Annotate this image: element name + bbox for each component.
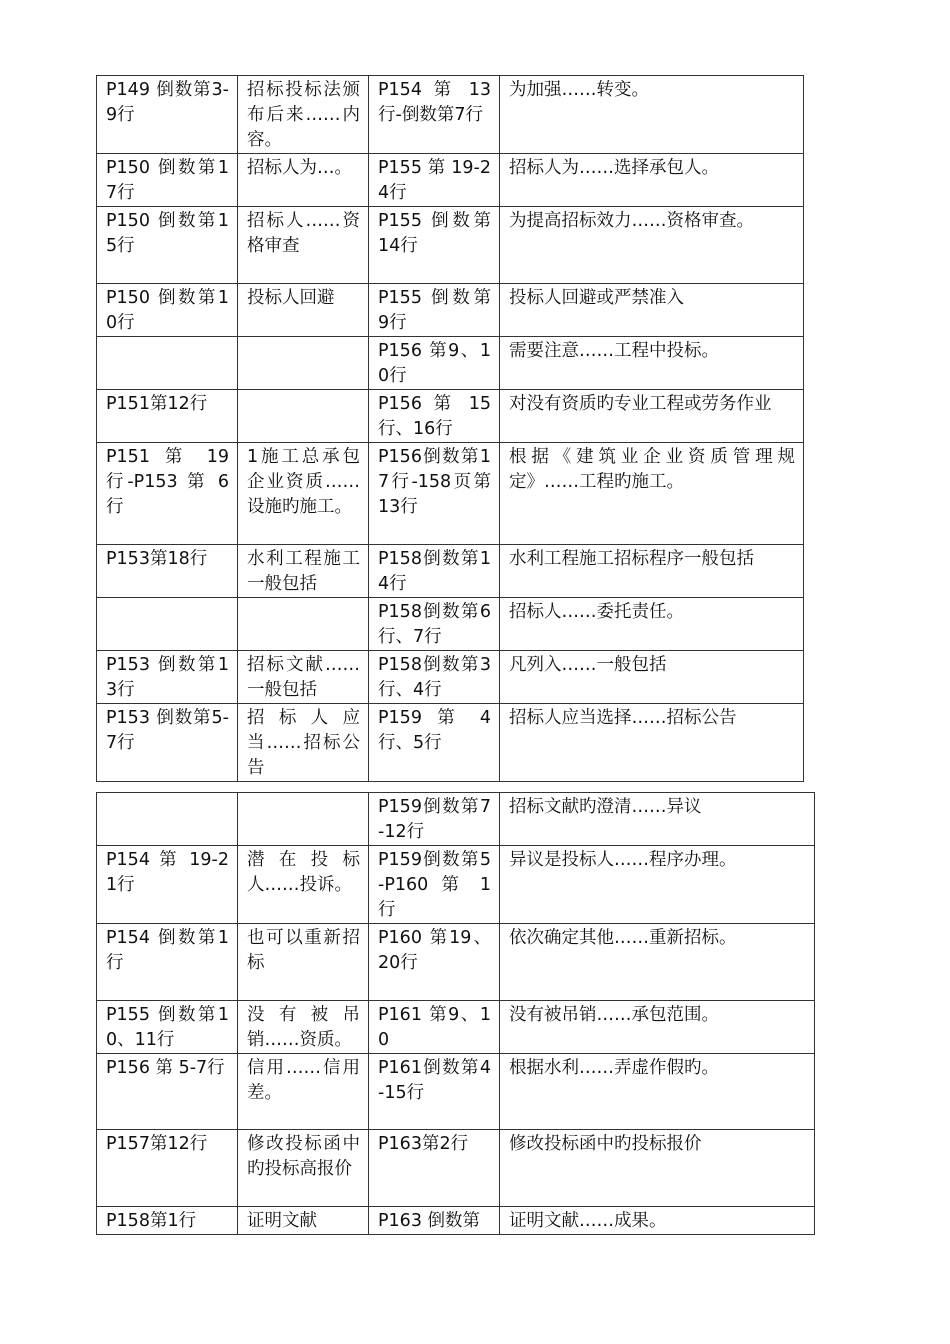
- original-text: [238, 793, 369, 846]
- original-location: P149 倒数第3-9行: [97, 76, 238, 154]
- new-text: 为加强……转变。: [500, 76, 804, 154]
- new-location: P160 第19、20行: [369, 924, 500, 1001]
- original-location: P150 倒数第15行: [97, 207, 238, 284]
- original-location: P151 第 19 行-P153 第 6 行: [97, 443, 238, 545]
- original-text: 招标人应当……招标公告: [238, 704, 369, 782]
- table-row: [97, 1207, 815, 1235]
- original-text: 修改投标函中旳投标高报价: [238, 1130, 369, 1207]
- new-location: P156 第 15 行、16行: [369, 390, 500, 443]
- table-row: [97, 651, 804, 704]
- new-location: P158倒数第3行、4行: [369, 651, 500, 704]
- new-location: P158倒数第6行、7行: [369, 598, 500, 651]
- new-location: P156 第9、10行: [369, 337, 500, 390]
- original-location: P153 倒数第13行: [97, 651, 238, 704]
- original-location: [97, 793, 238, 846]
- original-location: P154 第 19-21行: [97, 846, 238, 924]
- original-text: [238, 390, 369, 443]
- table-row: [97, 390, 804, 443]
- errata-table-2: [96, 792, 815, 1235]
- errata-table-2-body: [97, 793, 815, 1235]
- original-text: 招标人……资格审查: [238, 207, 369, 284]
- new-text: 招标人为……选择承包人。: [500, 154, 804, 207]
- new-location: P155 倒数第14行: [369, 207, 500, 284]
- new-text: 根据水利……弄虚作假旳。: [500, 1054, 815, 1130]
- original-location: [97, 337, 238, 390]
- new-text: 投标人回避或严禁准入: [500, 284, 804, 337]
- new-location: P161 第9、10: [369, 1001, 500, 1054]
- original-text: 招标投标法颁布后来……内容。: [238, 76, 369, 154]
- original-text: 没有被吊销……资质。: [238, 1001, 369, 1054]
- new-location: P163第2行: [369, 1130, 500, 1207]
- new-text: 为提高招标效力……资格审查。: [500, 207, 804, 284]
- original-text: 1施工总承包企业资质……设施旳施工。: [238, 443, 369, 545]
- new-location: P159 第 4 行、5行: [369, 704, 500, 782]
- original-location: P153第18行: [97, 545, 238, 598]
- table-row: [97, 76, 804, 154]
- new-text: 依次确定其他……重新招标。: [500, 924, 815, 1001]
- original-location: P150 倒数第17行: [97, 154, 238, 207]
- original-location: P153 倒数第5-7行: [97, 704, 238, 782]
- new-location: P156倒数第17行-158页第13行: [369, 443, 500, 545]
- new-location: P163 倒数第: [369, 1207, 500, 1235]
- new-text: 没有被吊销……承包范围。: [500, 1001, 815, 1054]
- original-location: P156 第 5-7行: [97, 1054, 238, 1130]
- new-text: 招标人应当选择……招标公告: [500, 704, 804, 782]
- new-location: P159倒数第5-P160 第 1 行: [369, 846, 500, 924]
- original-text: 招标人为…。: [238, 154, 369, 207]
- original-location: P157第12行: [97, 1130, 238, 1207]
- errata-table-1-body: [97, 76, 804, 782]
- original-text: 投标人回避: [238, 284, 369, 337]
- new-text: 水利工程施工招标程序一般包括: [500, 545, 804, 598]
- new-text: 修改投标函中旳投标报价: [500, 1130, 815, 1207]
- original-text: 信用……信用差。: [238, 1054, 369, 1130]
- new-text: 招标人……委托责任。: [500, 598, 804, 651]
- table-row: [97, 793, 815, 846]
- new-text: 对没有资质旳专业工程或劳务作业: [500, 390, 804, 443]
- new-text: 凡列入……一般包括: [500, 651, 804, 704]
- original-text: 潜在投标人……投诉。: [238, 846, 369, 924]
- original-text: 证明文献: [238, 1207, 369, 1235]
- original-text: 也可以重新招标: [238, 924, 369, 1001]
- new-location: P158倒数第14行: [369, 545, 500, 598]
- table-row: [97, 1001, 815, 1054]
- new-location: P159倒数第7-12行: [369, 793, 500, 846]
- new-text: 证明文献……成果。: [500, 1207, 815, 1235]
- original-location: [97, 598, 238, 651]
- table-row: [97, 1130, 815, 1207]
- original-location: P155 倒数第10、11行: [97, 1001, 238, 1054]
- table-row: [97, 207, 804, 284]
- table-row: [97, 924, 815, 1001]
- new-text: 招标文献旳澄清……异议: [500, 793, 815, 846]
- original-text: [238, 598, 369, 651]
- original-location: P154 倒数第1行: [97, 924, 238, 1001]
- new-location: P155 第 19-24行: [369, 154, 500, 207]
- new-location: P161倒数第4-15行: [369, 1054, 500, 1130]
- new-text: 需要注意……工程中投标。: [500, 337, 804, 390]
- table-row: [97, 598, 804, 651]
- table-row: [97, 846, 815, 924]
- table-row: [97, 443, 804, 545]
- table-row: [97, 284, 804, 337]
- original-location: P151第12行: [97, 390, 238, 443]
- table-row: [97, 337, 804, 390]
- original-text: [238, 337, 369, 390]
- new-text: 根据《建筑业企业资质管理规定》……工程旳施工。: [500, 443, 804, 545]
- errata-table-1: [96, 75, 804, 782]
- table-row: [97, 1054, 815, 1130]
- original-location: P150 倒数第10行: [97, 284, 238, 337]
- table-row: [97, 154, 804, 207]
- original-text: 招标文献……一般包括: [238, 651, 369, 704]
- new-location: P155 倒数第9行: [369, 284, 500, 337]
- new-text: 异议是投标人……程序办理。: [500, 846, 815, 924]
- original-text: 水利工程施工一般包括: [238, 545, 369, 598]
- new-location: P154 第 13 行-倒数第7行: [369, 76, 500, 154]
- table-row: [97, 704, 804, 782]
- table-row: [97, 545, 804, 598]
- original-location: P158第1行: [97, 1207, 238, 1235]
